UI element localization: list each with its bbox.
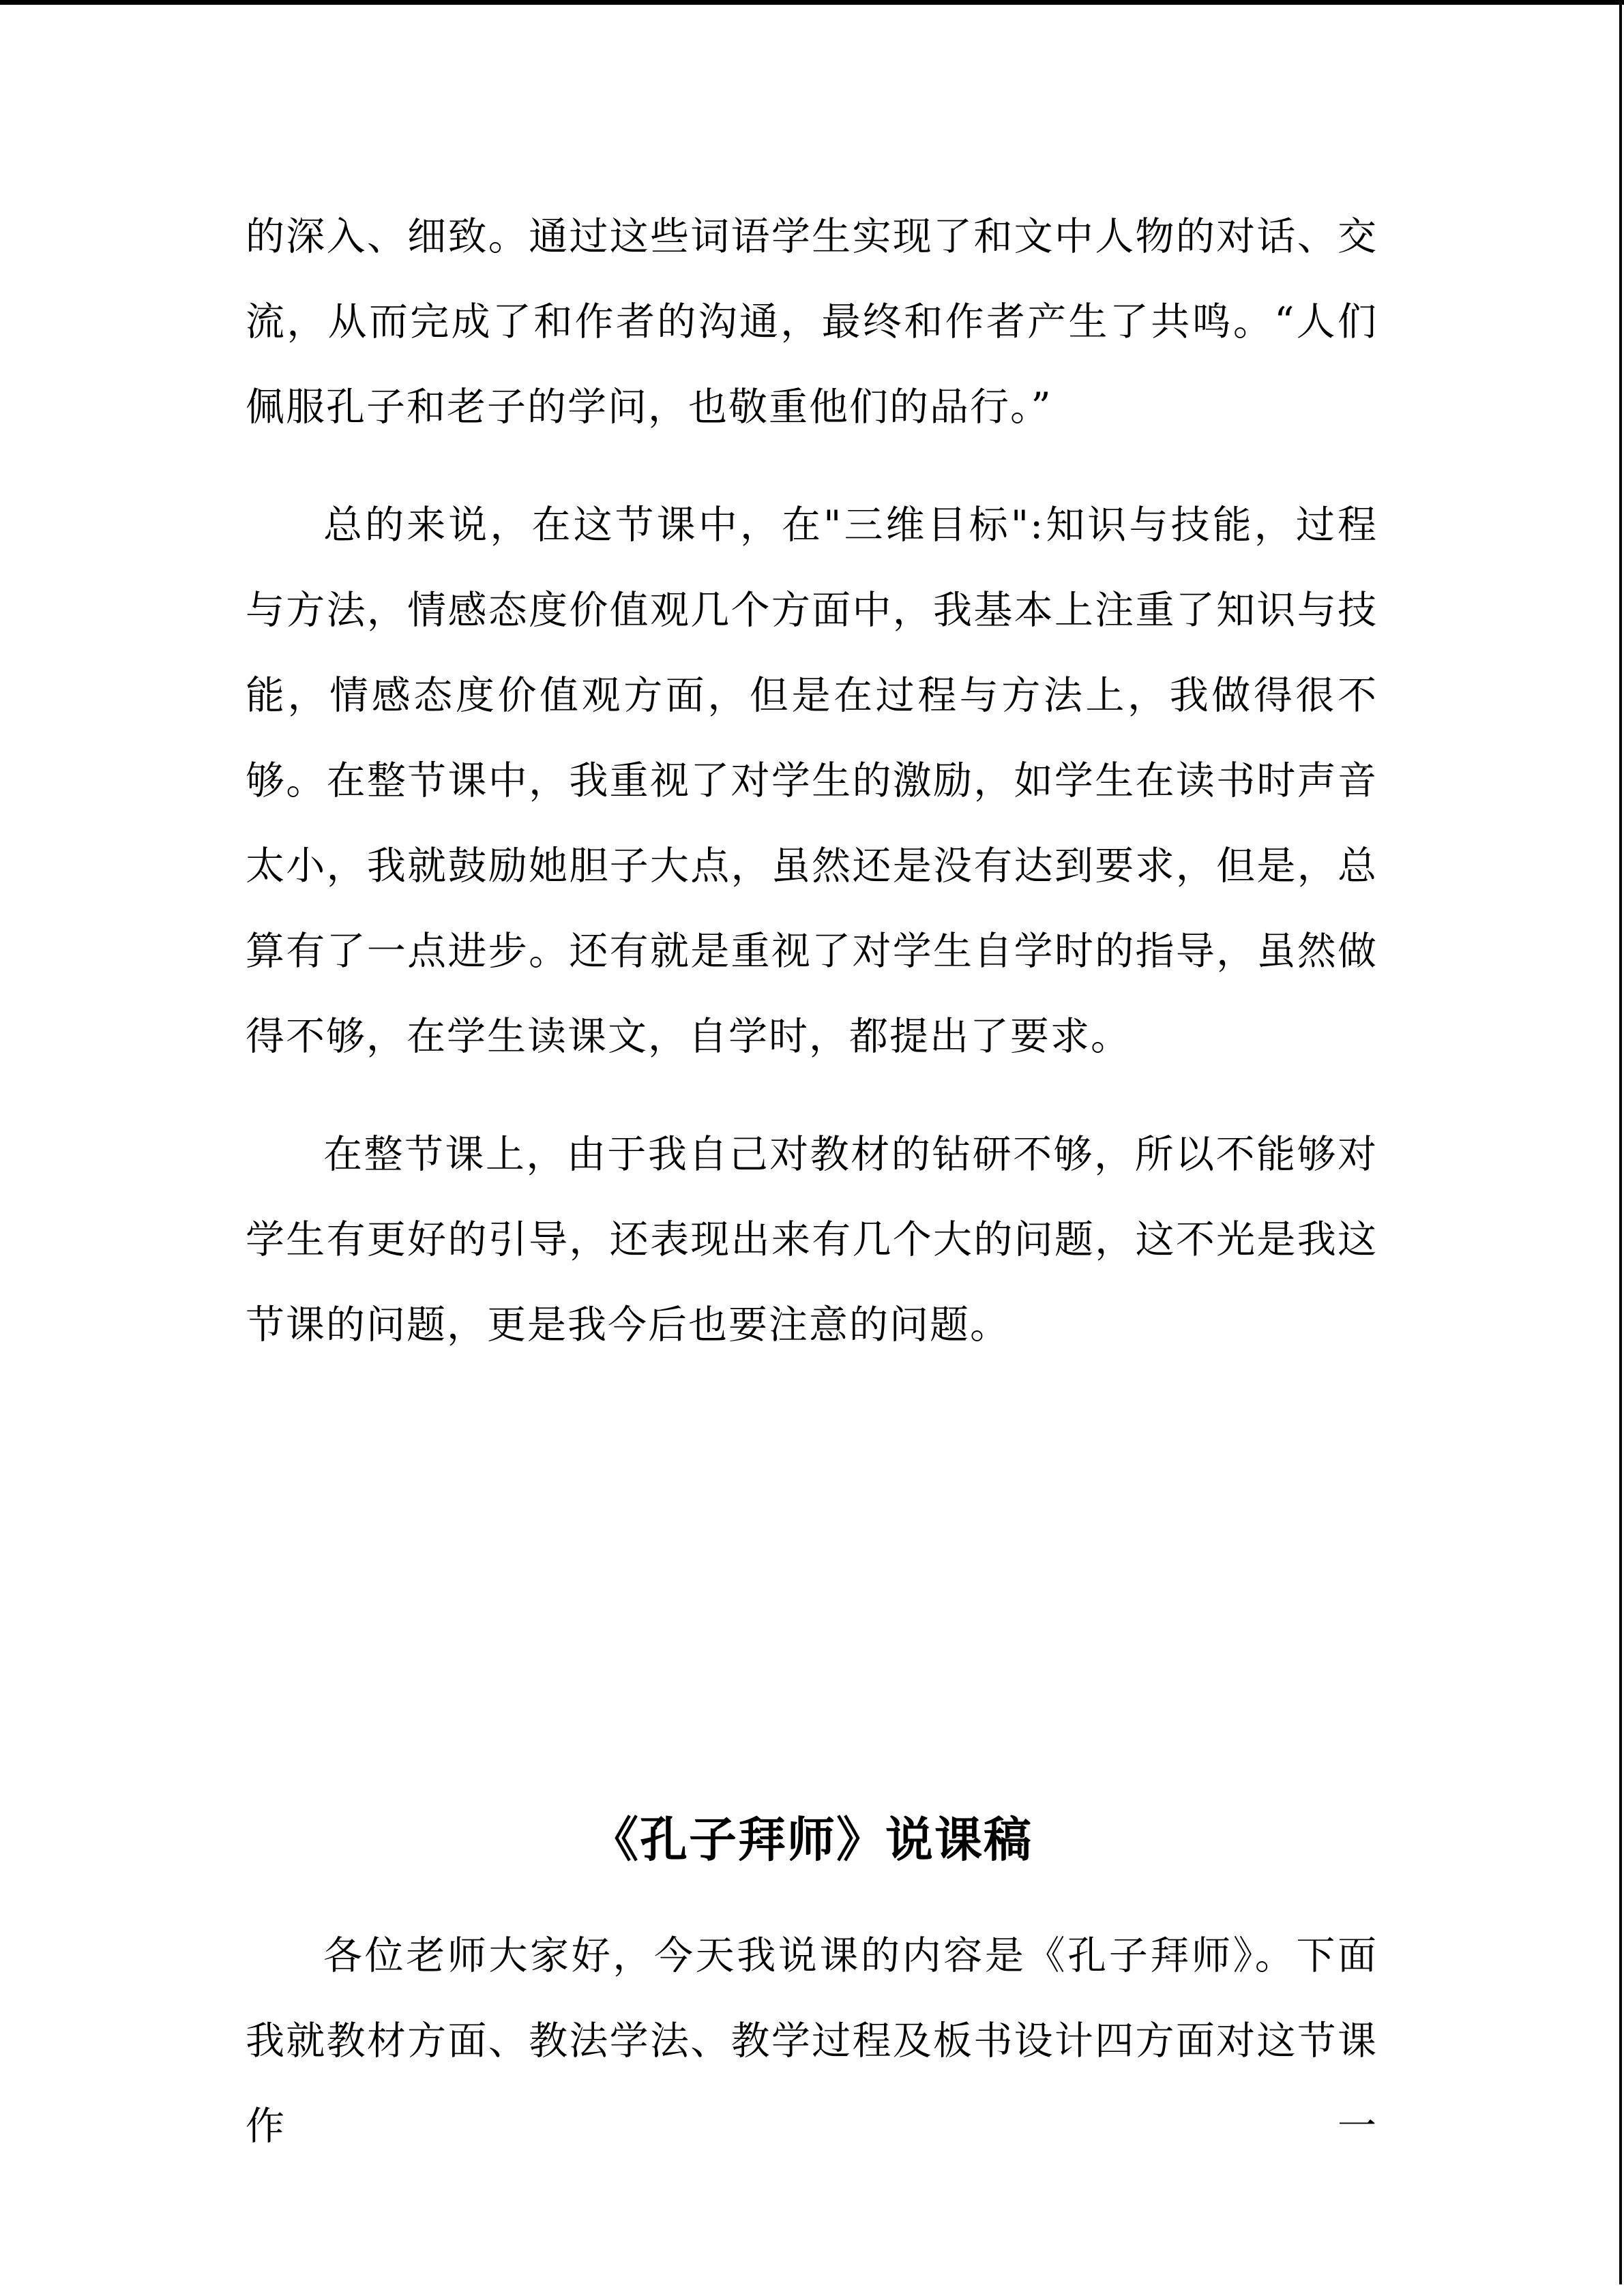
paragraph-reflection: 在整节课上，由于我自己对教材的钻研不够，所以不能够对学生有更好的引导，还表现出来有几个大的问题，这不光是我这节课的问题，更是我今后也要注意的问题。 — [246, 1132, 1378, 1347]
scan-artifact-top-edge — [0, 0, 1624, 5]
paragraph-greeting-cutoff: 各位老师大家好，今天我说课的内容是《孔子拜师》。下面我就教材方面、教法学法、教学过程及板书设计四方面对这节课作一 — [246, 1933, 1378, 2149]
paragraph-continuation: 的深入、细致。通过这些词语学生实现了和文中人物的对话、交流，从而完成了和作者的沟通，最终和作者产生了共鸣。“人们佩服孔子和老子的学问，也敬重他们的品行。” — [246, 214, 1378, 430]
paragraph-summary: 总的来说，在这节课中，在"三维目标":知识与技能，过程与方法，情感态度价值观几个方面中，我基本上注重了知识与技能，情感态度价值观方面，但是在过程与方法上，我做得很不够。在整节课中，我重视了对学生的激励，如学生在读书时声音太小，我就鼓励她胆子大点，虽然还是没有达到要求，但是，总算有了一点进步。还有就是重视了对学生自学时的指导，虽然做得不够，在学生读课文，自学时，都提出了要求。 — [246, 503, 1378, 1059]
document-content — [246, 194, 1378, 2169]
scan-artifact-right-edge — [1619, 0, 1622, 2284]
document-title: 《孔子拜师》说课稿 — [591, 1811, 1033, 1868]
